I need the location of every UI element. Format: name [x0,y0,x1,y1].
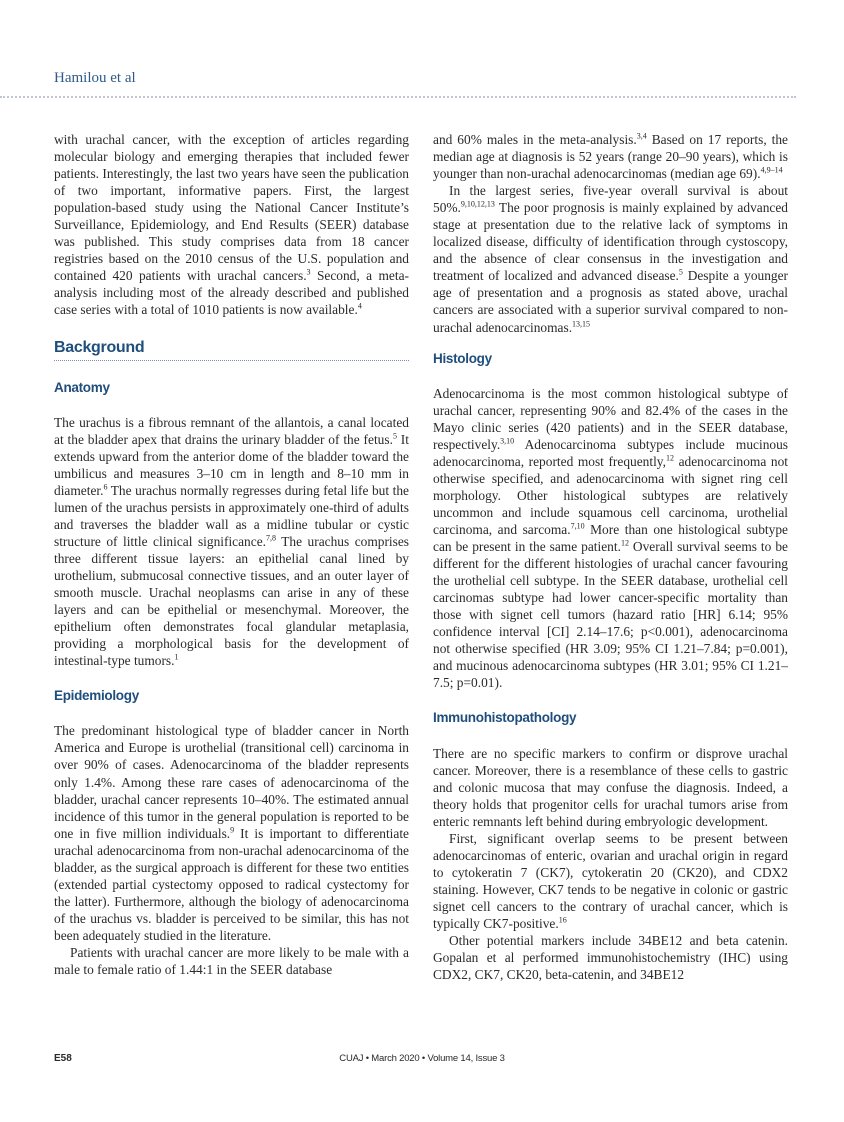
citation-superscript: 7,10 [570,521,585,531]
citation-superscript: 9,10,12,13 [460,199,495,209]
citation-superscript: 4,9–14 [760,165,783,175]
citation-superscript: 12 [665,453,674,463]
immunohistopathology-paragraph: Other potential markers include 34BE12 and beta catenin. Gopalan et al performed immunohistochemistry (IHC) using CDX2, CK7, CK20, beta-catenin, and 34BE12 [433,933,788,983]
epidemiology-paragraph: The predominant histological type of bladder cancer in North America and Europe is urothelial (transitional cell) carcinoma in over 90% of cases. Adenocarcinoma of the bladder represents only 1.4%. Among these rare cases of adenocarcinoma of the bladder, urachal cancer represents 10–40%. The estimated annual incidence of this tumor in the general population is reported to be one in five million individuals.$^9$ It is important to differentiate urachal adenocarcinoma from non-urachal adenocarcinoma of the bladder, as the surgical approach is different for these two entities (extended partial cystectomy opposed to radical cystectomy for the latter). Furthermore, although the biology of adenocarcinoma of the urachus vs. bladder is perceived to be similar, this has not been adequately studied in the literature. [54,723,409,943]
epidemiology-continuation-paragraph: and 60% males in the meta-analysis.$^{3,4}$ Based on 17 reports, the median age at diagnosis is 52 years (range 20–90 years), which is younger than non-urachal adenocarcinomas (median age 69).$^{4,9-14}$ [433,131,788,182]
citation-superscript: 16 [558,915,567,925]
citation-superscript: 4 [357,302,362,311]
citation-superscript: 3,10 [500,436,515,446]
section-heading-background: Background [54,339,409,361]
citation-superscript: 12 [620,538,629,548]
citation-superscript: 3 [306,267,311,277]
citation-superscript: 6 [103,482,108,492]
citation-superscript: 3,4 [636,131,647,141]
anatomy-paragraph: The urachus is a fibrous remnant of the allantois, a canal located at the bladder apex that drains the urinary bladder of the fetus.$^5$ It extends upward from the anterior dome of the bladder toward the umbilicus and measures 3–10 cm in length and 8–10 mm in diameter.$^6$ The urachus normally regresses during fetal life but the lumen of the urachus persists in approximately one-third of adults and traverses the bladder wall as a midline tubular or cystic structure of little clinical significance.$^{7,8}$ The urachus comprises three different tissue layers: an epithelial canal lined by urothelium, submucosal connective tissues, and an outer layer of smooth muscle. Urachal neoplasms can arise in any of these layers and can be epithelial or mesenchymal. Moreover, the epithelium often demonstrates focal glandular metaplasia, providing a morphological basis for the development of intestinal-type tumors.$^1$ [54,414,409,669]
immunohistopathology-paragraph: First, significant overlap seems to be present between adenocarcinomas of enteric, ovarian and urachal origin in regard to cytokeratin 7 (CK7), cytokeratin 20 (CK20), and CDX2 staining. However, CK7 tends to be negative in colonic or gastric signet cell cancers to the contrary of urachal cancer, which is typically CK7-positive.$^{16}$ [433,830,788,931]
subsection-heading-histology: Histology [433,350,492,366]
running-head: Hamilou et al [54,70,136,86]
left-column [54,131,409,978]
citation-superscript: 7,8 [265,533,276,543]
intro-continuation-paragraph: with urachal cancer, with the exception of articles regarding molecular biology and emerging therapies that included fewer patients. Interestingly, the last two years have seen the publication of two important, informative papers. First, the largest population-based study using the National Cancer Institute’s Surveillance, Epidemiology, and End Results (SEER) database was published. This study comprises data from 18 cancer registries based on the 2010 census of the U.S. population and contained 420 patients with urachal cancers.$^3$ Second, a meta-analysis including most of the already described and published case series with a total of 1010 patients is now available.$^4$ [54,132,409,318]
subsection-heading-anatomy: Anatomy [54,379,110,395]
citation-superscript: 9 [230,825,235,835]
citation-superscript: 1 [174,652,179,662]
citation-superscript: 5 [392,431,397,441]
immunohistopathology-paragraph: There are no specific markers to confirm or disprove urachal cancer. Moreover, there is a resemblance of these cells to gastric and colonic mucosa that may confuse the diagnosis. Indeed, a theory holds that progenitor cells for urachal tumors arise from enteric remnants left behind during embryologic development. [433,745,788,829]
subsection-heading-immunohistopathology: Immunohistopathology [433,710,577,726]
subsection-heading-epidemiology: Epidemiology [54,688,139,704]
page-number: E58 [54,1053,72,1064]
citation-superscript: 5 [678,267,683,277]
right-column [433,131,788,983]
header-divider [0,96,796,98]
journal-info: CUAJ • March 2020 • Volume 14, Issue 3 [339,1053,505,1064]
survival-paragraph: In the largest series, five-year overall survival is about 50%.$^{9,10,12,13}$ The poor prognosis is mainly explained by advanced stage at presentation due to the relative lack of symptoms in localized disease, difficulty of identification through cystoscopy, and the absence of clear consensus in the investigation and treatment of localized and advanced disease.$^5$ Despite a younger age of presentation and a prognosis as stated above, urachal cancers are associated with a superior survival compared to non-urachal adenocarcinomas.$^{13,15}$ [433,183,789,335]
histology-paragraph: Adenocarcinoma is the most common histological subtype of urachal cancer, representing 90% and 82.4% of the cases in the Mayo clinic series (420 patients) and in the SEER database, respectively.$^{3,10}$ Adenocarcinoma subtypes include mucinous adenocarcinoma, reported most frequently,$^{12}$ adenocarcinoma not otherwise specified, and adenocarcinoma with signet ring cell morphology. Other histological subtypes are relatively uncommon and include squamous cell carcinoma, urothelial carcinoma, and sarcoma.$^{7,10}$ More than one histological subtype can be present in the same patient.$^{12}$ Overall survival seems to be different for the different histologies of urachal cancer favouring the urothelial cell subtype. In the SEER database, urothelial cell carcinomas subtype had lower cancer-specific mortality than those with signet cell tumors (hazard ratio [HR] 6.14; 95% confidence interval [CI] 2.14–17.6; p<0.001), adenocarcinoma not otherwise specified (HR 3.09; 95% CI 1.21–7.84; p=0.001), and mucinous adenocarcinoma subtypes (HR 3.01; 95% CI 1.21–7.5; p=0.01). [433,385,788,691]
epidemiology-paragraph: Patients with urachal cancer are more likely to be male with a male to female ratio of 1.44:1 in the SEER database [54,944,409,978]
citation-superscript: 13,15 [572,319,591,329]
